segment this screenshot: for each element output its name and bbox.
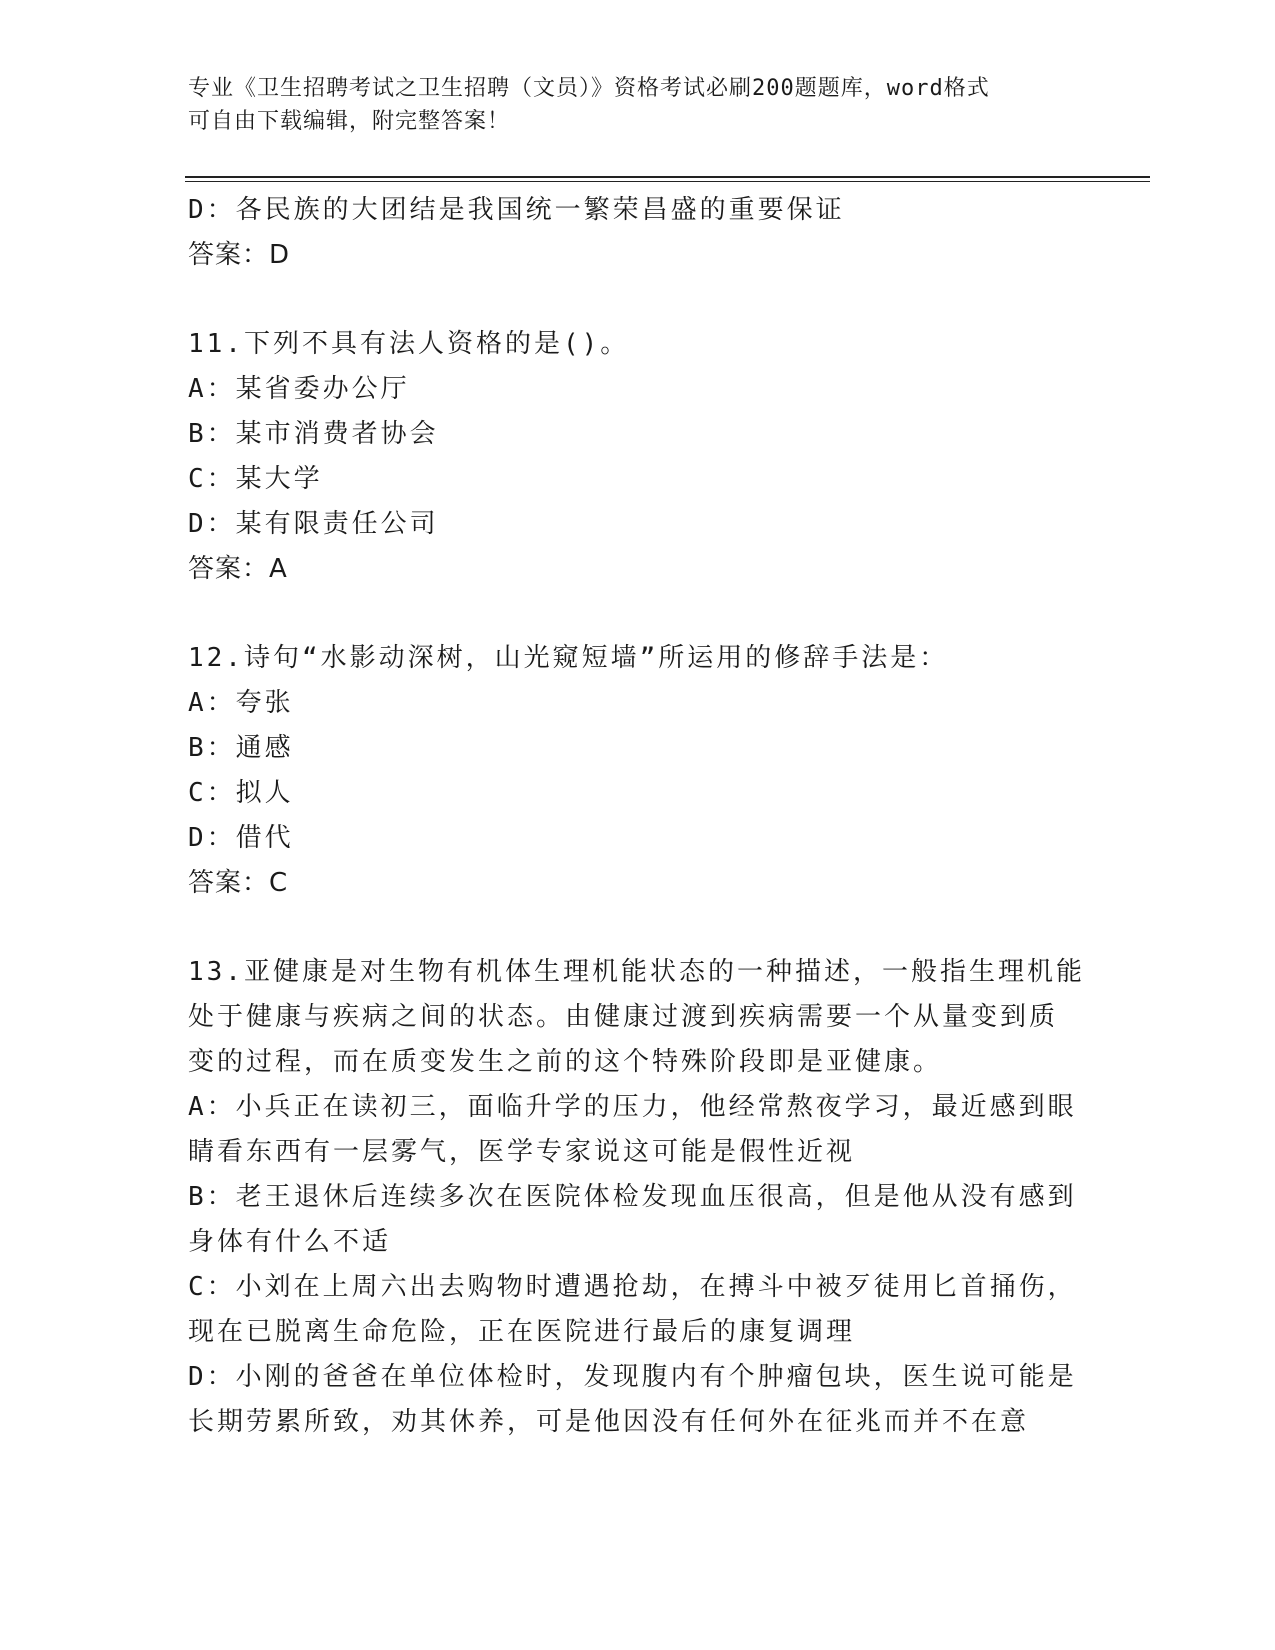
option-c-line-1: C：小刘在上周六出去购物时遭遇抢劫，在搏斗中被歹徒用匕首捅伤， (188, 1272, 1077, 1302)
question-stem: 12.诗句“水影动深树，山光窥短墙”所运用的修辞手法是： (188, 643, 949, 673)
question-stem-line-3: 变的过程，而在质变发生之前的这个特殊阶段即是亚健康。 (188, 1047, 943, 1077)
option-a: A：夸张 (188, 688, 294, 718)
option-a: A：某省委办公厅 (188, 374, 410, 404)
question-content (188, 188, 1088, 1445)
header-divider-thin (185, 181, 1150, 182)
header-line-2: 可自由下载编辑，附完整答案！ (188, 109, 511, 134)
question-11 (188, 322, 1088, 592)
option-b-line-1: B：老王退休后连续多次在医院体检发现血压很高，但是他从没有感到 (188, 1182, 1077, 1212)
option-d-line-1: D：小刚的爸爸在单位体检时，发现腹内有个肿瘤包块，医生说可能是 (188, 1362, 1077, 1392)
option-c: C：拟人 (188, 778, 294, 808)
spacer (188, 906, 1088, 950)
option-c-line-2: 现在已脱离生命危险，正在医院进行最后的康复调理 (188, 1317, 856, 1347)
option-d: D：借代 (188, 823, 294, 853)
option-a-line-2: 睛看东西有一层雾气，医学专家说这可能是假性近视 (188, 1137, 856, 1167)
option-d: D：某有限责任公司 (188, 509, 439, 539)
answer: 答案：C (188, 868, 289, 898)
option-b: B：某市消费者协会 (188, 419, 439, 449)
prev-option-d: D：各民族的大团结是我国统一繁荣昌盛的重要保证 (188, 195, 845, 225)
option-d-line-2: 长期劳累所致，劝其休养，可是他因没有任何外在征兆而并不在意 (188, 1407, 1030, 1437)
document-header (188, 72, 1088, 138)
option-c: C：某大学 (188, 464, 323, 494)
option-a-line-1: A：小兵正在读初三，面临升学的压力，他经常熬夜学习，最近感到眼 (188, 1092, 1077, 1122)
spacer (188, 592, 1088, 636)
question-stem-line-1: 13.亚健康是对生物有机体生理机能状态的一种描述，一般指生理机能 (188, 957, 1085, 987)
prev-answer: 答案：D (188, 240, 291, 270)
answer: 答案：A (188, 554, 288, 584)
question-12 (188, 636, 1088, 906)
header-divider-thick (185, 176, 1150, 178)
spacer (188, 278, 1088, 322)
option-b-line-2: 身体有什么不适 (188, 1227, 392, 1257)
option-b: B：通感 (188, 733, 294, 763)
question-stem: 11.下列不具有法人资格的是()。 (188, 329, 630, 359)
header-line-1: 专业《卫生招聘考试之卫生招聘（文员）》资格考试必刷200题题库，word格式 (188, 76, 990, 101)
question-stem-line-2: 处于健康与疾病之间的状态。由健康过渡到疾病需要一个从量变到质 (188, 1002, 1059, 1032)
question-13 (188, 950, 1088, 1445)
